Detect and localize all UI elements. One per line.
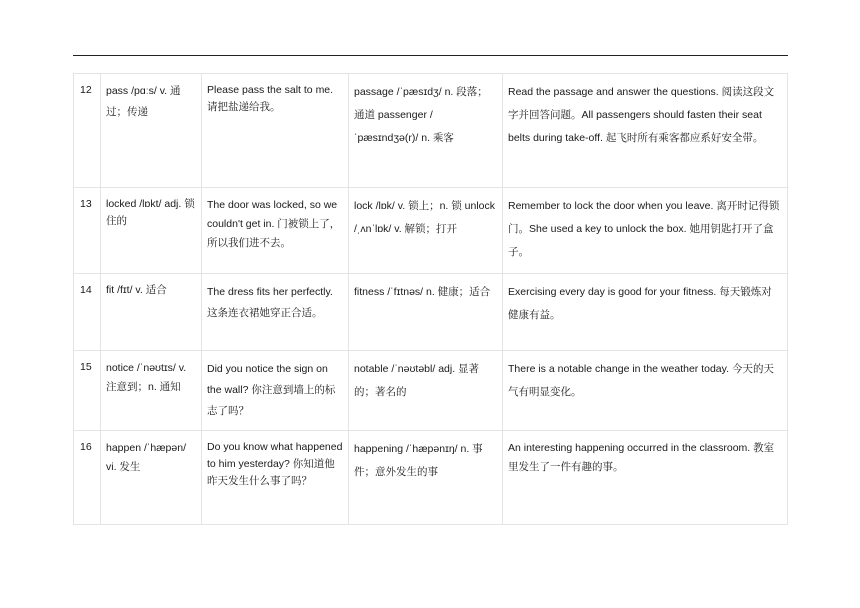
word-entry: happen /ˈhæpən/ vi. 发生 <box>101 431 202 525</box>
derivative-words: happening /ˈhæpənɪŋ/ n. 事件；意外发生的事 <box>349 431 503 525</box>
table-row <box>74 351 788 431</box>
table-row <box>74 431 788 525</box>
example-sentence: The door was locked, so we couldn't get in. 门被锁上了，所以我们进不去。 <box>202 188 349 274</box>
derivative-example: Exercising every day is good for your fitness. 每天锻炼对健康有益。 <box>503 274 788 351</box>
vocabulary-table <box>73 73 788 525</box>
table-row <box>74 274 788 351</box>
derivative-words: lock /lɒk/ v. 锁上；n. 锁 unlock /ˌʌnˈlɒk/ v. 解锁；打开 <box>349 188 503 274</box>
header-rule <box>73 55 788 56</box>
example-sentence: Do you know what happened to him yesterday? 你知道他昨天发生什么事了吗？ <box>202 431 349 525</box>
word-entry: locked /lɒkt/ adj. 锁住的 <box>101 188 202 274</box>
row-number: 16 <box>74 431 101 525</box>
derivative-example: An interesting happening occurred in the classroom. 教室里发生了一件有趣的事。 <box>503 431 788 525</box>
example-sentence: Please pass the salt to me. 请把盐递给我。 <box>202 74 349 188</box>
table-row <box>74 188 788 274</box>
derivative-words: fitness /ˈfɪtnəs/ n. 健康；适合 <box>349 274 503 351</box>
example-sentence: Did you notice the sign on the wall? 你注意到墙上的标志了吗？ <box>202 351 349 431</box>
derivative-example: There is a notable change in the weather today. 今天的天气有明显变化。 <box>503 351 788 431</box>
table-row <box>74 74 788 188</box>
example-sentence: The dress fits her perfectly. 这条连衣裙她穿正合适。 <box>202 274 349 351</box>
row-number: 15 <box>74 351 101 431</box>
derivative-example: Remember to lock the door when you leave. 离开时记得锁门。She used a key to unlock the box. 她用钥匙打开了盒子。 <box>503 188 788 274</box>
row-number: 13 <box>74 188 101 274</box>
derivative-words: notable /ˈnəʊtəbl/ adj. 显著的；著名的 <box>349 351 503 431</box>
derivative-words: passage /ˈpæsɪdʒ/ n. 段落；通道 passenger /ˈpæsɪndʒə(r)/ n. 乘客 <box>349 74 503 188</box>
word-entry: fit /fɪt/ v. 适合 <box>101 274 202 351</box>
word-entry: notice /ˈnəʊtɪs/ v. 注意到；n. 通知 <box>101 351 202 431</box>
word-entry: pass /pɑːs/ v. 通过；传递 <box>101 74 202 188</box>
derivative-example: Read the passage and answer the questions. 阅读这段文字并回答问题。All passengers should fasten their seat belts during take-off. 起飞时所有乘客都应系好安全带。 <box>503 74 788 188</box>
row-number: 14 <box>74 274 101 351</box>
row-number: 12 <box>74 74 101 188</box>
